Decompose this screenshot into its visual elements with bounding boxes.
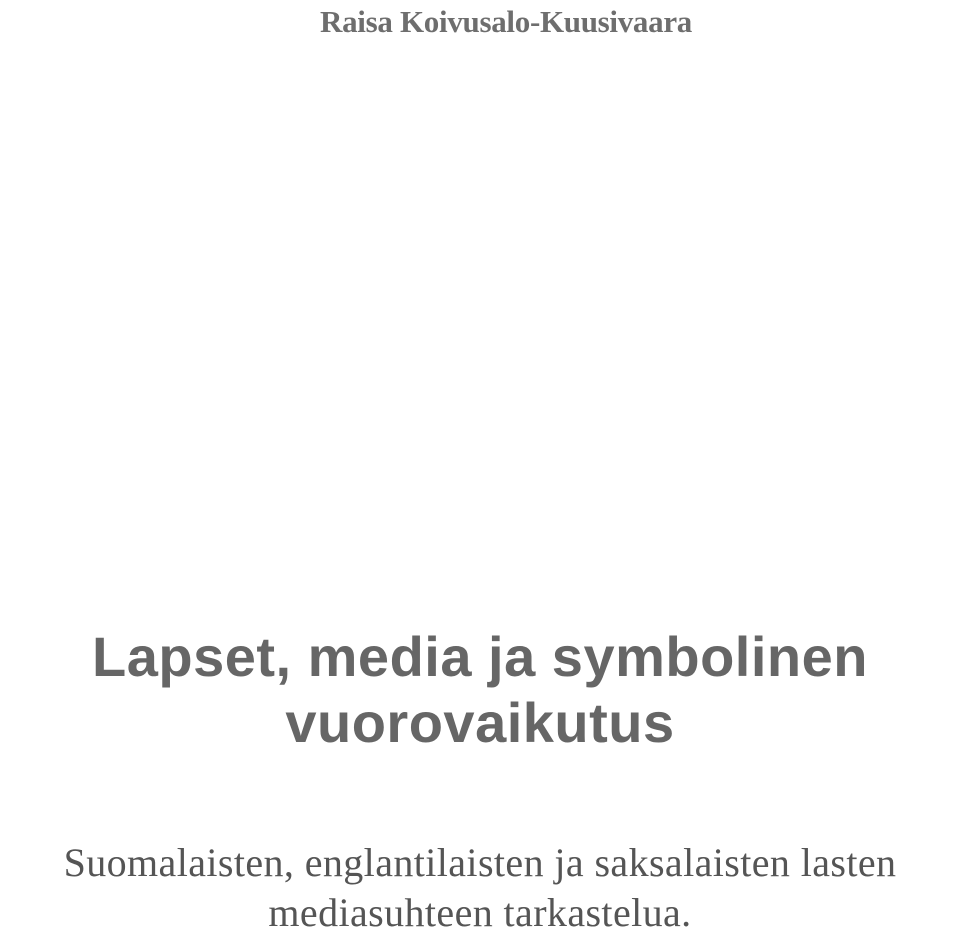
book-title-line-1: Lapset, media ja symbolinen [92,625,868,688]
book-subtitle-line-1: Suomalaisten, englantilaisten ja saksalaisten lasten [63,840,897,885]
book-title-line-2: vuorovaikutus [285,691,675,754]
book-subtitle-line-2: mediasuhteen tarkastelua. [268,890,692,935]
book-subtitle [0,838,960,938]
author-name: Raisa Koivusalo-Kuusivaara [319,4,692,39]
book-title [0,624,960,756]
